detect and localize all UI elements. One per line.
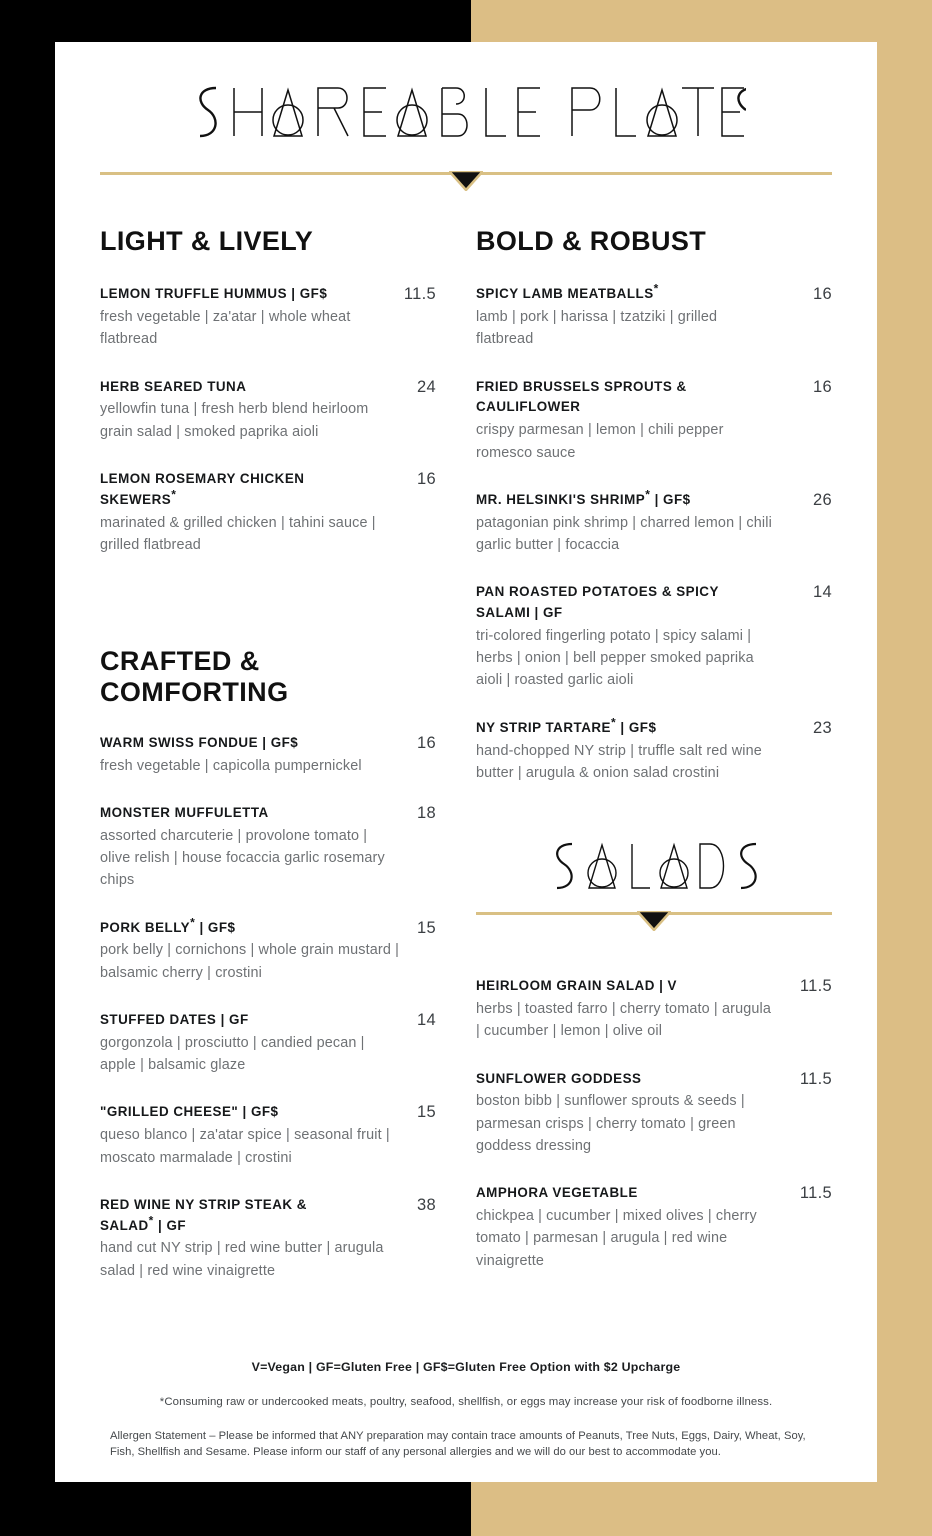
menu-item[interactable]	[476, 715, 832, 784]
menu-item[interactable]	[100, 733, 436, 777]
salads-divider	[476, 904, 832, 926]
menu-item[interactable]	[476, 582, 832, 692]
menu-item-name: PAN ROASTED POTATOES & SPICY SALAMI | GF	[476, 584, 719, 621]
allergen-statement: Allergen Statement – Please be informed that ANY preparation may contain trace amounts of Peanuts, Tree Nuts, Eggs, Dairy, Wheat, Soy, Fish, Shellfish and Sesame. Please inform our staff of any personal allergies and we will do our best to accommodate you.	[110, 1429, 806, 1458]
menu-item-name: SUNFLOWER GODDESS	[476, 1070, 642, 1086]
section-heading-bold-and-robust: BOLD & ROBUST	[476, 226, 707, 256]
menu-footer	[55, 1360, 877, 1460]
column-right	[466, 226, 832, 1308]
salads-title	[476, 836, 832, 898]
menu-item[interactable]	[100, 803, 436, 892]
down-triangle-icon	[449, 171, 483, 196]
menu-item-price: 18	[417, 803, 436, 822]
menu-item[interactable]	[476, 377, 832, 464]
menu-item-name: LEMON ROSEMARY CHICKEN SKEWERS*	[100, 471, 305, 507]
menu-item-name: "GRILLED CHEESE" | GF$	[100, 1104, 279, 1120]
menu-item-name: FRIED BRUSSELS SPROUTS & CAULIFLOWER	[476, 378, 687, 415]
menu-item-name: SPICY LAMB MEATBALLS*	[476, 281, 659, 302]
raw-food-asterisk: *	[645, 487, 651, 502]
section-items-bold-and-robust	[476, 281, 832, 784]
menu-item-description: herbs | toasted farro | cherry tomato | arugula | cucumber | lemon | olive oil	[476, 1000, 772, 1040]
menu-item-name: HERB SEARED TUNA	[100, 378, 247, 394]
salads-items	[476, 976, 832, 1272]
menu-item-price: 14	[813, 583, 832, 602]
menu-item-price: 14	[417, 1011, 436, 1029]
menu-card	[55, 42, 877, 1482]
menu-item-price: 15	[417, 918, 436, 937]
shareable-plates-title-art	[186, 80, 746, 152]
menu-item-name: AMPHORA VEGETABLE	[476, 1185, 638, 1201]
menu-item[interactable]	[476, 281, 832, 350]
salads-title-art	[544, 836, 764, 898]
menu-item-description: hand-chopped NY strip | truffle salt red wine butter | arugula & onion salad crostini	[476, 742, 762, 781]
menu-item-price: 23	[813, 718, 832, 737]
menu-item-price: 24	[417, 377, 436, 396]
legend-text: V=Vegan | GF=Gluten Free | GF$=Gluten Free Option with $2 Upcharge	[251, 1359, 681, 1374]
menu-item[interactable]	[476, 976, 832, 1042]
menu-item-name: MR. HELSINKI'S SHRIMP* | GF$	[476, 487, 691, 507]
menu-item-description: crispy parmesan | lemon | chili pepper romesco sauce	[476, 422, 724, 461]
section-items-light-and-lively	[100, 284, 436, 556]
menu-item-description: chickpea | cucumber | mixed olives | cherry tomato | parmesan | arugula | red wine vinaigrette	[476, 1208, 757, 1269]
menu-item[interactable]	[476, 1069, 832, 1158]
menu-item-description: marinated & grilled chicken | tahini sauce | grilled flatbread	[100, 514, 376, 553]
menu-item[interactable]	[476, 1183, 832, 1272]
menu-item-name: WARM SWISS FONDUE | GF$	[100, 734, 299, 750]
menu-item-description: queso blanco | za'atar spice | seasonal fruit | moscato marmalade | crostini	[100, 1127, 390, 1166]
menu-item-description: yellowfin tuna | fresh herb blend heirloom grain salad | smoked paprika aioli	[100, 401, 369, 440]
menu-item-description: boston bibb | sunflower sprouts & seeds | parmesan crisps | cherry tomato | green goddess dressing	[476, 1093, 745, 1155]
menu-item[interactable]	[100, 1102, 436, 1168]
menu-item-price: 16	[417, 733, 436, 752]
menu-item[interactable]	[100, 1010, 436, 1076]
menu-item-name: STUFFED DATES | GF	[100, 1012, 249, 1027]
menu-item-price: 16	[417, 470, 436, 489]
menu-item-description: tri-colored fingerling potato | spicy salami | herbs | onion | bell pepper smoked paprika aioli | roasted garlic aioli	[476, 627, 754, 689]
menu-item-price: 15	[417, 1103, 436, 1122]
menu-item-price: 16	[813, 377, 832, 396]
menu-item-name: HEIRLOOM GRAIN SALAD | V	[476, 978, 677, 994]
menu-item-description: fresh vegetable | capicolla pumpernickel	[100, 757, 362, 774]
menu-item-description: lamb | pork | harissa | tzatziki | grilled flatbread	[476, 309, 718, 348]
section-heading-light-and-lively: LIGHT & LIVELY	[100, 226, 314, 256]
menu-item[interactable]	[100, 469, 436, 556]
menu-item-description: hand cut NY strip | red wine butter | arugula salad | red wine vinaigrette	[100, 1240, 384, 1279]
menu-item-description: fresh vegetable | za'atar | whole wheat flatbread	[100, 309, 351, 348]
column-left	[100, 226, 466, 1308]
menu-item[interactable]	[476, 487, 832, 556]
menu-item-name: MONSTER MUFFULETTA	[100, 804, 269, 820]
menu-columns	[55, 226, 877, 1308]
menu-item[interactable]	[100, 284, 436, 350]
raw-food-asterisk: *	[653, 281, 659, 296]
menu-item-name: PORK BELLY* | GF$	[100, 915, 236, 935]
section-spacer	[100, 582, 436, 646]
menu-item-price: 38	[417, 1195, 436, 1214]
menu-item-price: 11.5	[403, 285, 436, 304]
menu-item-price: 11.5	[799, 1184, 832, 1203]
raw-food-asterisk: *	[148, 1213, 154, 1228]
raw-food-asterisk: *	[610, 715, 617, 730]
page-title	[55, 42, 877, 152]
raw-food-disclaimer: *Consuming raw or undercooked meats, poultry, seafood, shellfish, or eggs may increase your risk of foodborne illness.	[159, 1395, 773, 1408]
menu-item-price: 11.5	[799, 1069, 832, 1088]
menu-item-description: assorted charcuterie | provolone tomato | olive relish | house focaccia garlic rosemary chips	[100, 827, 385, 889]
menu-item-name: RED WINE NY STRIP STEAK & SALAD* | GF	[100, 1196, 307, 1233]
menu-item[interactable]	[100, 915, 436, 984]
menu-item-name: NY STRIP TARTARE* | GF$	[476, 715, 657, 735]
section-items-crafted-and-comforting	[100, 733, 436, 1282]
section-heading-crafted-and-comforting: CRAFTED & COMFORTING	[100, 646, 289, 707]
raw-food-asterisk: *	[190, 915, 196, 930]
menu-item-description: pork belly | cornichons | whole grain mustard | balsamic cherry | crostini	[100, 942, 400, 981]
title-divider	[100, 164, 832, 186]
menu-item[interactable]	[100, 377, 436, 443]
menu-item-price: 16	[813, 285, 832, 304]
menu-item[interactable]	[100, 1195, 436, 1282]
down-triangle-icon	[637, 911, 671, 936]
menu-item-description: patagonian pink shrimp | charred lemon | chili garlic butter | focaccia	[476, 514, 772, 553]
menu-item-price: 26	[813, 490, 832, 509]
menu-item-price: 11.5	[799, 977, 832, 996]
raw-food-asterisk: *	[171, 487, 177, 502]
menu-item-name: LEMON TRUFFLE HUMMUS | GF$	[100, 286, 328, 302]
menu-item-description: gorgonzola | prosciutto | candied pecan | apple | balsamic glaze	[100, 1034, 365, 1074]
